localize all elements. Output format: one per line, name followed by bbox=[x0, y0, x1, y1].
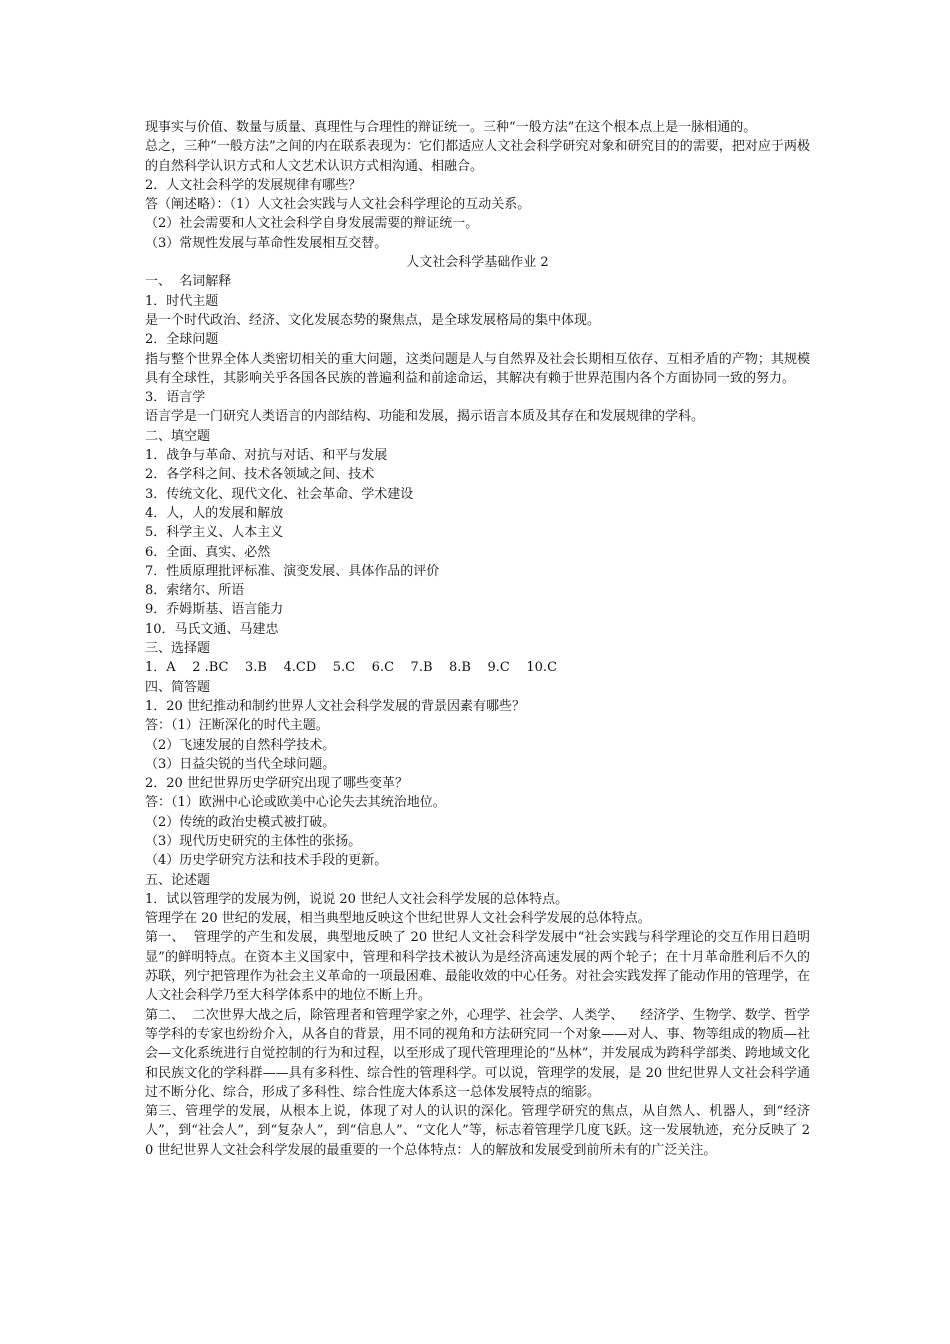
text-line: 现事实与价值、数量与质量、真理性与合理性的辩证统一。三种“一般方法”在这个根本点上是一脉相通的。 bbox=[145, 120, 757, 135]
fill-answer: 1．战争与革命、对抗与对话、和平与发展 bbox=[145, 448, 388, 464]
answer-line: 答（阐述略）：（1）人文社会实践与人文社会科学理论的互动关系。 bbox=[145, 197, 531, 213]
question-heading: 2．人文社会科学的发展规律有哪些？ bbox=[145, 177, 362, 193]
essay-paragraph: 第三、管理学的发展，从根本上说，体现了对人的认识的深化。管理学研究的焦点，从自然人、机器人，到“经济人”，到“社会人”，到“复杂人”，到“信息人”、“文化人”等，标志着管理学几度飞跃。这一发展轨迹，充分反映了 20 世纪世界人文社会科学发展的最重要的一个总体特点：人的解放和发展受到前所未有的广泛关注。 bbox=[145, 1104, 810, 1158]
term-heading: 3．语言学 bbox=[145, 390, 206, 406]
fill-answer: 10．马氏文通、马建忠 bbox=[145, 621, 279, 637]
answer-line: 答：（1）汪断深化的时代主题。 bbox=[145, 718, 329, 734]
fill-answer: 9．乔姆斯基、语言能力 bbox=[145, 602, 284, 618]
essay-paragraph: 第二、 二次世界大战之后，除管理者和管理学家之外，心理学、社会学、人类学、 经济学、生物学、数学、哲学等学科的专家也纷纷介入，从各自的背景，用不同的视角和方法研究同一个对象——对人、事、物等组成的物质—社会—文化系统进行自觉控制的行为和过程，以至形成了现代管理理论的“丛林”，并发展成为跨科学部类、跨地域文化和民族文化的学科群——具有多科性、综合性的管理科学。可以说，管理学的发展，是 20 世纪世界人文社会科学通过不断分化、综合，形成了多科性、综合性庞大体系这一总体发展特点的缩影。 bbox=[145, 1007, 810, 1100]
question-heading: 2．20 世纪世界历史学研究出现了哪些变革？ bbox=[145, 776, 408, 792]
term-definition: 语言学是一门研究人类语言的内部结构、功能和发展，揭示语言本质及其存在和发展规律的学科。 bbox=[145, 409, 705, 425]
answer-line: （4）历史学研究方法和技术手段的更新。 bbox=[145, 853, 388, 869]
answer-line: （2）社会需要和人文社会科学自身发展需要的辩证统一。 bbox=[145, 216, 479, 232]
answer-line: 答：（1）欧洲中心论或欧美中心论失去其统治地位。 bbox=[145, 795, 446, 811]
fill-answer: 5．科学主义、人本主义 bbox=[145, 525, 284, 541]
section-heading: 一、 名词解释 bbox=[145, 274, 232, 290]
fill-answer: 6．全面、真实、必然 bbox=[145, 544, 271, 560]
answer-line: （2）飞速发展的自然科学技术。 bbox=[145, 737, 336, 753]
fill-answer: 3．传统文化、现代文化、社会革命、学术建设 bbox=[145, 486, 414, 502]
question-heading: 1．20 世纪推动和制约世界人文社会科学发展的背景因素有哪些？ bbox=[145, 698, 525, 714]
fill-answer: 2．各学科之间、技术各领域之间、技术 bbox=[145, 467, 375, 483]
answer-line: （2）传统的政治史模式被打破。 bbox=[145, 814, 336, 830]
question-heading: 1．试以管理学的发展为例，说说 20 世纪人文社会科学发展的总体特点。 bbox=[145, 891, 569, 907]
document-page bbox=[145, 118, 810, 1160]
assignment-title: 人文社会科学基础作业 2 bbox=[406, 255, 549, 271]
fill-answer: 4．人，人的发展和解放 bbox=[145, 505, 284, 521]
answer-line: （3）现代历史研究的主体性的张扬。 bbox=[145, 833, 362, 849]
answer-line: （3）常规性发展与革命性发展相互交替。 bbox=[145, 235, 388, 251]
term-heading: 1．时代主题 bbox=[145, 293, 219, 309]
term-heading: 2．全球问题 bbox=[145, 332, 219, 348]
term-definition: 指与整个世界全体人类密切相关的重大问题，这类问题是人与自然界及社会长期相互依存、互相矛盾的产物；其规模具有全球性，其影响关乎各国各民族的普遍利益和前途命运，其解决有赖于世界范围内各个方面协同一致的努力。 bbox=[145, 351, 810, 386]
answer-line: （3）日益尖锐的当代全球问题。 bbox=[145, 756, 336, 772]
fill-answer: 7．性质原理批评标准、演变发展、具体作品的评价 bbox=[145, 563, 440, 579]
section-heading: 五、论述题 bbox=[145, 872, 211, 888]
section-heading: 三、选择题 bbox=[145, 641, 211, 657]
choice-answers: 1．A 2 .BC 3.B 4.CD 5.C 6.C 7.B 8.B 9.C 10.C bbox=[145, 660, 558, 676]
essay-paragraph: 第一、 管理学的产生和发展，典型地反映了 20 世纪人文社会科学发展中“社会实践与科学理论的交互作用日趋明显”的鲜明特点。在资本主义国家中，管理和科学技术被认为是经济高速发展的两个轮子；在十月革命胜利后不久的苏联，列宁把管理作为社会主义革命的一项最困难、最能收效的中心任务。对社会实践发挥了能动作用的管理学，在人文社会科学乃至大科学体系中的地位不断上升。 bbox=[145, 930, 810, 1004]
essay-paragraph: 管理学在 20 世纪的发展，相当典型地反映这个世纪世界人文社会科学发展的总体特点。 bbox=[145, 911, 651, 927]
section-heading: 四、简答题 bbox=[145, 679, 211, 695]
text-line: 总之，三种“一般方法”之间的内在联系表现为：它们都适应人文社会科学研究对象和研究目的的需要，把对应于两极的自然科学认识方式和人文艺术认识方式相沟通、相融合。 bbox=[145, 139, 810, 174]
term-definition: 是一个时代政治、经济、文化发展态势的聚焦点，是全球发展格局的集中体现。 bbox=[145, 312, 601, 328]
section-heading: 二、填空题 bbox=[145, 428, 211, 444]
fill-answer: 8．索绪尔、所语 bbox=[145, 583, 245, 599]
